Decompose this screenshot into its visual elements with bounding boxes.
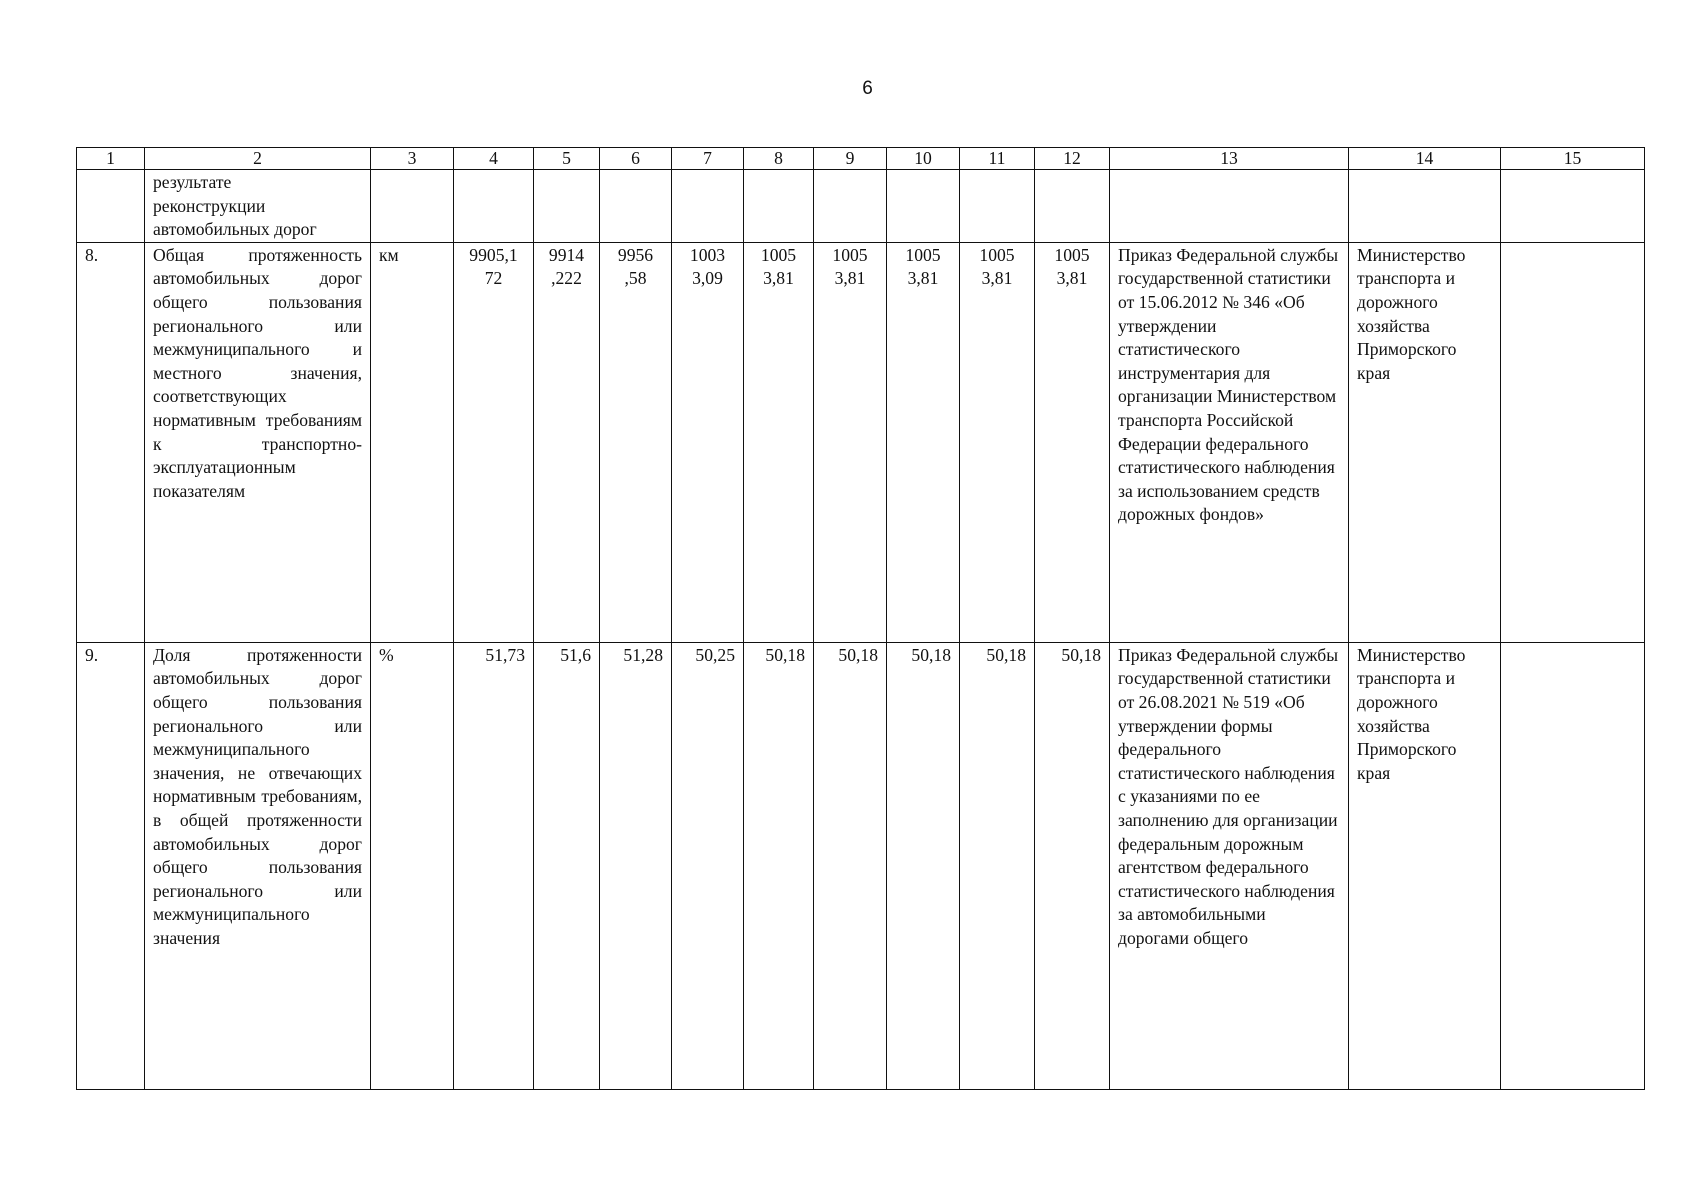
value-cell: 50,18 (1035, 642, 1110, 1089)
indicators-table (76, 147, 1645, 1090)
page-number: 6 (862, 78, 873, 99)
header-row (77, 148, 1645, 170)
column-header: 5 (534, 148, 600, 170)
column-header: 12 (1035, 148, 1110, 170)
column-header: 2 (145, 148, 371, 170)
note-cell (1501, 642, 1645, 1089)
column-header: 3 (371, 148, 454, 170)
responsible-body: Министерство транспорта и дорожного хозяйства Приморского края (1349, 642, 1501, 1089)
column-header: 6 (600, 148, 672, 170)
row-number: 9. (77, 642, 145, 1089)
value-cell: 9914 ,222 (534, 242, 600, 642)
value-cell: 1005 3,81 (1035, 242, 1110, 642)
value-cell: 51,28 (600, 642, 672, 1089)
source-document: Приказ Федеральной службы государственной статистики от 15.06.2012 № 346 «Об утверждении статистического инструментария для организации Министерством транспорта Российской Федерации федерального статистического наблюдения за использованием средств дорожных фондов» (1110, 242, 1349, 642)
unit: % (371, 642, 454, 1089)
column-header: 10 (887, 148, 960, 170)
column-header: 8 (744, 148, 814, 170)
value-cell: 1005 3,81 (814, 242, 887, 642)
row-number: 8. (77, 242, 145, 642)
value-cell: 1005 3,81 (887, 242, 960, 642)
column-header: 13 (1110, 148, 1349, 170)
source-document: Приказ Федеральной службы государственной статистики от 26.08.2021 № 519 «Об утверждении формы федерального статистического наблюдения с указаниями по ее заполнению для организации федеральным дорожным агентством федерального статистического наблюдения за автомобильными дорогами общего (1110, 642, 1349, 1089)
column-header: 4 (454, 148, 534, 170)
value-cell: 50,18 (744, 642, 814, 1089)
value-cell: 50,18 (814, 642, 887, 1089)
column-header: 15 (1501, 148, 1645, 170)
continuation-row (77, 170, 1645, 243)
value-cell: 51,73 (454, 642, 534, 1089)
indicator-name: Общая протяженность автомобильных дорог общего пользования регионального или межмуниципального и местного значения, соответствующих нормативным требованиям к транспортно-эксплуатационным показателям (145, 242, 371, 642)
value-cell: 1005 3,81 (960, 242, 1035, 642)
column-header: 14 (1349, 148, 1501, 170)
table-row (77, 642, 1645, 1089)
value-cell: 1005 3,81 (744, 242, 814, 642)
table-row (77, 242, 1645, 642)
value-cell: 50,25 (672, 642, 744, 1089)
column-header: 11 (960, 148, 1035, 170)
value-cell: 9905,1 72 (454, 242, 534, 642)
column-header: 1 (77, 148, 145, 170)
column-header: 7 (672, 148, 744, 170)
column-header: 9 (814, 148, 887, 170)
value-cell: 50,18 (960, 642, 1035, 1089)
indicator-name: Доля протяженности автомобильных дорог общего пользования регионального или межмуниципального значения, не отвечающих нормативным требованиям, в общей протяженности автомобильных дорог общего пользования регионального или межмуниципального значения (145, 642, 371, 1089)
indicator-name-continued: результате реконструкции автомобильных дорог (145, 170, 371, 243)
responsible-body: Министерство транспорта и дорожного хозяйства Приморского края (1349, 242, 1501, 642)
value-cell: 9956 ,58 (600, 242, 672, 642)
note-cell (1501, 242, 1645, 642)
value-cell: 50,18 (887, 642, 960, 1089)
value-cell: 51,6 (534, 642, 600, 1089)
unit: км (371, 242, 454, 642)
value-cell: 1003 3,09 (672, 242, 744, 642)
